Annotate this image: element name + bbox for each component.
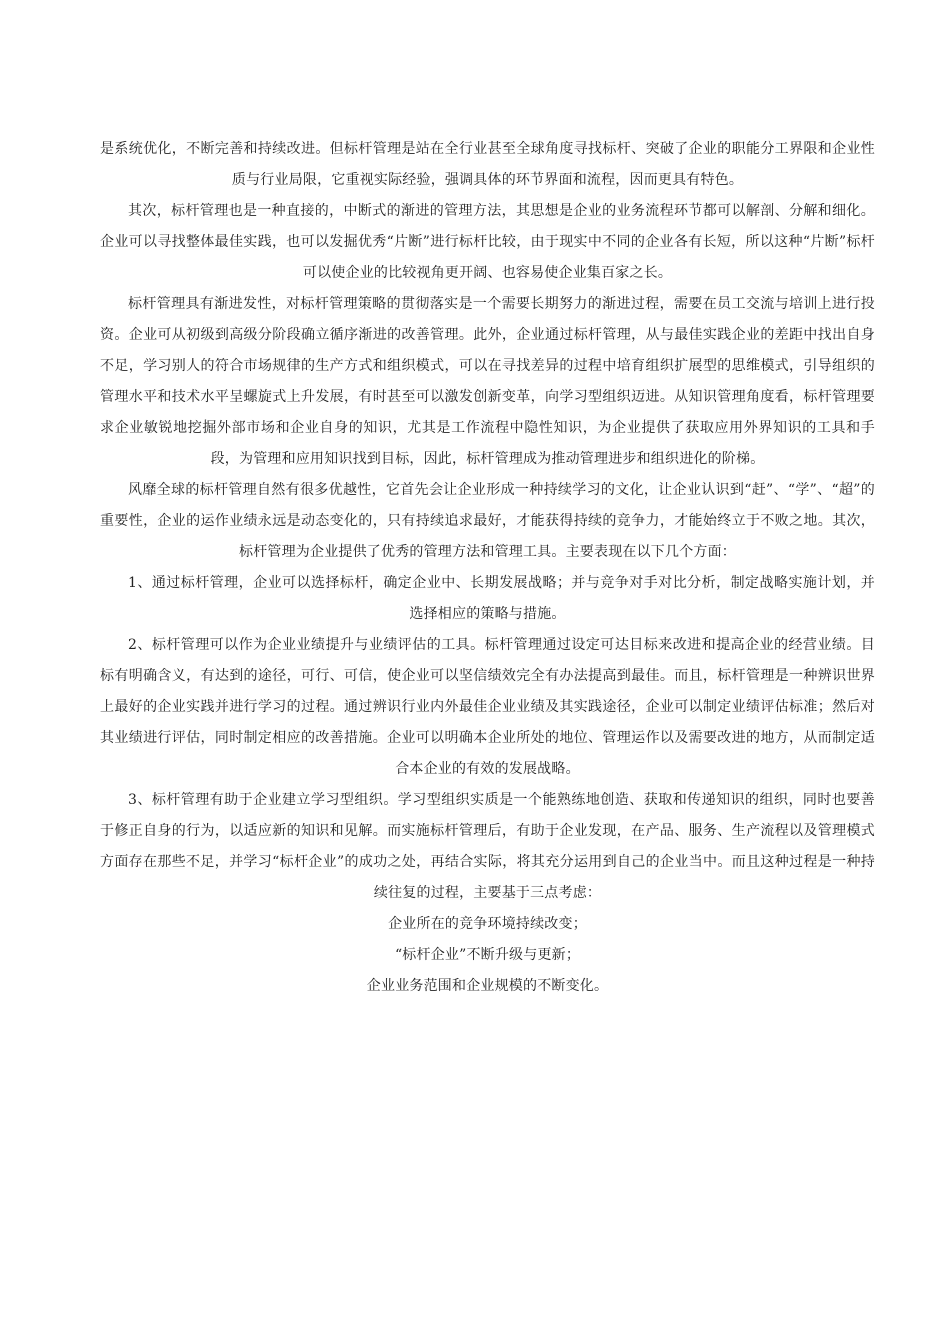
- consideration-2: “标杆企业”不断升级与更新；: [394, 947, 581, 963]
- paragraph-advantages: 风靡全球的标杆管理自然有很多优越性，它首先会让企业形成一种持续学习的文化，让企业认识到“赶”、“学”、“超”的重要性，企业的运作业绩永远是动态变化的，只有持续追求最好，才能获得持续的竞争力，才能始终立于不败之地。其次，标杆管理为企业提供了优秀的管理方法和管理工具。主要表现在以下几个方面：: [100, 482, 875, 560]
- paragraph-gradual-nature: 标杆管理具有渐进发性，对标杆管理策略的贯彻落实是一个需要长期努力的渐进过程，需要在员工交流与培训上进行投资。企业可从初级到高级分阶段确立循序渐进的改善管理。此外，企业通过标杆管理，从与最佳实践企业的差距中找出自身不足，学习别人的符合市场规律的生产方式和组织模式，可以在寻找差异的过程中培育组织扩展型的思维模式，引导组织的管理水平和技术水平呈螺旋式上升发展，有时甚至可以激发创新变革，向学习型组织迈进。从知识管理角度看，标杆管理要求企业敏锐地挖掘外部市场和企业自身的知识，尤其是工作流程中隐性知识，为企业提供了获取应用外界知识的工具和手段，为管理和应用知识找到目标，因此，标杆管理成为推动管理进步和组织进化的阶梯。: [100, 296, 875, 467]
- consideration-1: 企业所在的竞争环境持续改变；: [388, 916, 587, 932]
- consideration-3: 企业业务范围和企业规模的不断变化。: [366, 978, 609, 994]
- paragraph-point-3: 3、标杆管理有助于企业建立学习型组织。学习型组织实质是一个能熟练地创造、获取和传递知识的组织，同时也要善于修正自身的行为，以适应新的知识和见解。而实施标杆管理后，有助于企业发现，在产品、服务、生产流程以及管理模式方面存在那些不足，并学习“标杆企业”的成功之处，再结合实际，将其充分运用到自己的企业当中。而且这种过程是一种持续往复的过程，主要基于三点考虑：: [100, 792, 875, 901]
- paragraph-point-2: 2、标杆管理可以作为企业业绩提升与业绩评估的工具。标杆管理通过设定可达目标来改进和提高企业的经营业绩。目标有明确含义，有达到的途径，可行、可信，使企业可以坚信绩效完全有办法提高到最佳。而且，标杆管理是一种辨识世界上最好的企业实践并进行学习的过程。通过辨识行业内外最佳企业业绩及其实践途径，企业可以制定业绩评估标准；然后对其业绩进行评估，同时制定相应的改善措施。企业可以明确本企业所处的地位、管理运作以及需要改进的地方，从而制定适合本企业的有效的发展战略。: [100, 637, 875, 777]
- paragraph-secondly: 其次，标杆管理也是一种直接的，中断式的渐进的管理方法，其思想是企业的业务流程环节都可以解剖、分解和细化。企业可以寻找整体最佳实践，也可以发掘优秀“片断”进行标杆比较，由于现实中不同的企业各有长短，所以这种“片断”标杆可以使企业的比较视角更开阔、也容易使企业集百家之长。: [100, 203, 875, 281]
- paragraph-point-1: 1、通过标杆管理，企业可以选择标杆，确定企业中、长期发展战略；并与竞争对手对比分析，制定战略实施计划，并选择相应的策略与措施。: [128, 575, 875, 622]
- paragraph-continuation: 是系统优化，不断完善和持续改进。但标杆管理是站在全行业甚至全球角度寻找标杆、突破了企业的职能分工界限和企业性质与行业局限，它重视实际经验，强调具体的环节界面和流程，因而更具有特色。: [100, 141, 875, 188]
- document-body: [100, 134, 875, 1002]
